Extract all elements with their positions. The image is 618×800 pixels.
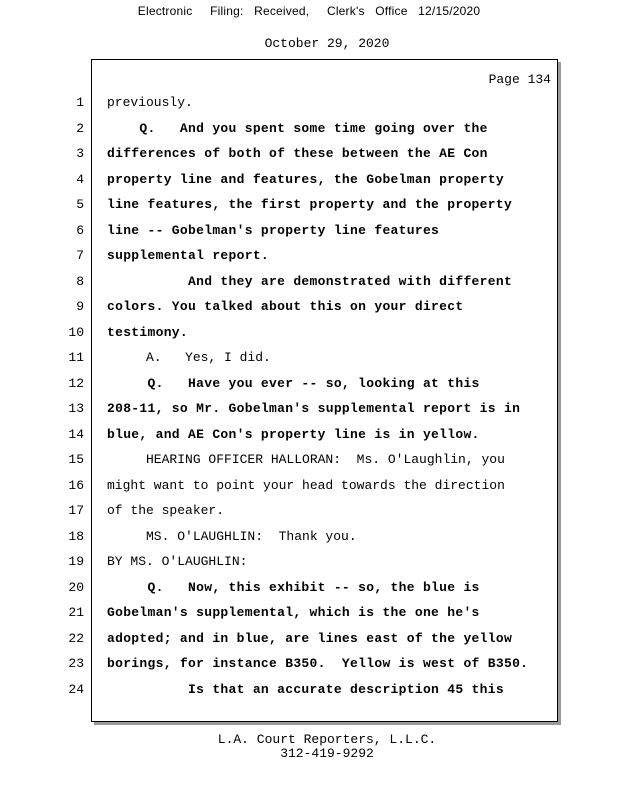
reporter-phone: 312-419-9292 (280, 746, 374, 761)
transcript-line (0, 529, 560, 554)
transcript-line (0, 478, 560, 503)
transcript-line (0, 503, 560, 528)
transcript-line (0, 299, 560, 324)
line-number: 21 (68, 605, 84, 620)
line-number: 5 (76, 197, 84, 212)
line-number: 15 (68, 452, 84, 467)
transcript-line (0, 121, 560, 146)
line-number: 1 (76, 95, 84, 110)
line-number: 9 (76, 299, 84, 314)
line-text: line -- Gobelman's property line features (107, 222, 440, 238)
transcript-line (0, 197, 560, 222)
line-text: 208-11, so Mr. Gobelman's supplemental report is in (107, 401, 521, 416)
reporter-company: L.A. Court Reporters, L.L.C. (217, 732, 437, 747)
page-number: Page 134 (488, 72, 551, 87)
line-number: 6 (76, 222, 84, 238)
line-text: supplemental report. (107, 248, 270, 263)
line-number: 22 (68, 630, 84, 646)
line-text: A. Yes, I did. (107, 350, 271, 365)
line-text: borings, for instance B350. Yellow is west of B350. (107, 656, 529, 671)
line-text: Gobelman's supplemental, which is the one he's (107, 605, 480, 620)
line-number: 17 (68, 503, 84, 518)
line-text: of the speaker. (107, 503, 225, 518)
transcript-line (0, 682, 560, 707)
line-text: previously. (107, 95, 193, 110)
line-number: 2 (76, 120, 84, 136)
filing-stamp: Electronic Filing: Received, Clerk's Office 12/15/2020 (137, 4, 481, 18)
transcript-line (0, 172, 560, 197)
transcript-line (0, 452, 560, 477)
line-number: 7 (76, 248, 84, 263)
line-number: 12 (68, 375, 84, 391)
line-text: testimony. (107, 324, 189, 340)
transcript-line (0, 427, 560, 452)
transcript-line (0, 580, 560, 605)
line-number: 20 (68, 579, 84, 595)
transcript-line (0, 223, 560, 248)
transcript-line (0, 274, 560, 299)
transcript-line (0, 376, 560, 401)
transcript-line (0, 248, 560, 273)
line-number: 10 (68, 324, 84, 340)
transcript-line (0, 656, 560, 681)
transcript-line (0, 350, 560, 375)
line-number: 18 (68, 528, 84, 544)
transcript-line (0, 325, 560, 350)
line-text: And they are demonstrated with different (107, 273, 513, 289)
transcript-line (0, 95, 560, 120)
line-number: 13 (68, 401, 84, 416)
line-text: blue, and AE Con's property line is in yellow. (107, 426, 480, 442)
line-text: HEARING OFFICER HALLORAN: Ms. O'Laughlin, you (107, 452, 505, 467)
line-text: might want to point your head towards the direction (107, 477, 505, 493)
line-text: Q. And you spent some time going over the (107, 120, 488, 136)
line-number: 24 (68, 681, 84, 697)
line-number: 23 (68, 656, 84, 671)
line-text: adopted; and in blue, are lines east of the yellow (107, 630, 513, 646)
line-number: 8 (76, 273, 84, 289)
line-text: differences of both of these between the AE Con (107, 146, 488, 161)
line-number: 4 (76, 171, 84, 187)
line-text: BY MS. O'LAUGHLIN: (107, 554, 248, 569)
line-number: 16 (68, 477, 84, 493)
line-text: Q. Have you ever -- so, looking at this (107, 375, 480, 391)
line-text: colors. You talked about this on your direct (107, 299, 464, 314)
page-footer (0, 733, 618, 761)
line-number: 19 (68, 554, 84, 569)
line-text: property line and features, the Gobelman property (107, 171, 504, 187)
transcript-line (0, 146, 560, 171)
transcript-line (0, 401, 560, 426)
line-number: 11 (68, 350, 84, 365)
line-text: MS. O'LAUGHLIN: Thank you. (107, 528, 357, 544)
line-text: line features, the first property and the property (107, 197, 513, 212)
line-number: 3 (76, 146, 84, 161)
line-number: 14 (68, 426, 84, 442)
transcript-line (0, 554, 560, 579)
transcript-date: October 29, 2020 (264, 36, 390, 51)
transcript-line (0, 605, 560, 630)
transcript-line (0, 631, 560, 656)
line-text: Q. Now, this exhibit -- so, the blue is (107, 579, 480, 595)
line-text: Is that an accurate description 45 this (107, 681, 504, 697)
